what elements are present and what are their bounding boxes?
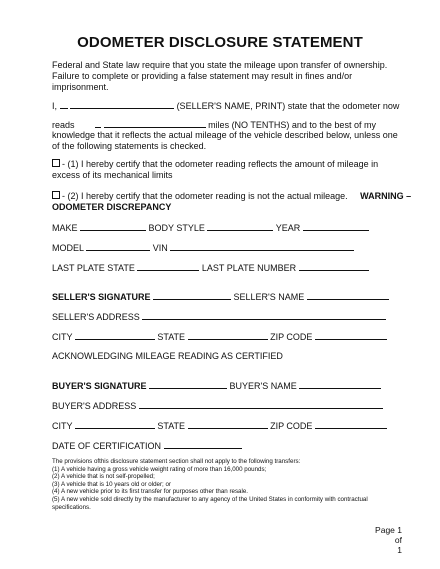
intro-line-1: Federal and State law require that you state the mileage upon transfer of ownership. [52,60,388,70]
seller-row-1: SELLER'S SIGNATURE SELLER'S NAME [52,291,389,303]
statement-line-3: knowledge that it reflects the actual mileage of the vehicle described below, unless one [52,130,398,140]
vehicle-row-1: MAKE BODY STYLE YEAR [52,222,369,234]
seller-state-field[interactable] [188,331,268,340]
seller-name-print-field[interactable] [70,100,174,109]
buyer-zip-field[interactable] [315,420,387,429]
provisions-line-7: specifications. [52,503,91,511]
option-1-line-2: excess of its mechanical limits [52,170,173,180]
vin-field[interactable] [170,242,354,251]
buyer-row-4: DATE OF CERTIFICATION [52,440,242,452]
option-2-line-1: - (2) I hereby certify that the odometer reading is not the actual mileage. WARNING – [52,191,411,202]
year-field[interactable] [303,222,369,231]
seller-zip-field[interactable] [315,331,387,340]
page-number: Page 1 of 1 [375,525,402,555]
statement-line-4: of the following statements is checked. [52,141,207,151]
make-field[interactable] [80,222,146,231]
provisions-line-2: (1) A vehicle having a gross vehicle weight rating of more than 16,000 pounds; [52,465,267,473]
last-plate-number-field[interactable] [299,262,369,271]
blank-line[interactable] [95,119,101,128]
seller-row-3: CITY STATE ZIP CODE [52,331,387,343]
seller-name-field[interactable] [307,291,389,300]
blank-line[interactable] [60,100,68,109]
intro-line-3: imprisonment. [52,82,109,92]
seller-ack-label: ACKNOWLEDGING MILEAGE READING AS CERTIFIED [52,351,283,361]
seller-signature-field[interactable] [153,291,231,300]
option-1-line-1: - (1) I hereby certify that the odometer reading reflects the amount of mileage in [52,159,378,170]
buyer-city-field[interactable] [75,420,155,429]
buyer-address-field[interactable] [139,400,383,409]
buyer-row-2: BUYER'S ADDRESS [52,400,383,412]
seller-city-field[interactable] [75,331,155,340]
vehicle-row-2: MODEL VIN [52,242,354,254]
odometer-miles-field[interactable] [104,119,206,128]
provisions-line-4: (3) A vehicle that is 10 years old or older; or [52,480,171,488]
option-2-checkbox[interactable] [52,191,60,199]
buyer-row-1: BUYER'S SIGNATURE BUYER'S NAME [52,380,381,392]
provisions-line-1: The provisions ofthis disclosure statement section shall not apply to the following transfers: [52,458,301,465]
vehicle-row-3: LAST PLATE STATE LAST PLATE NUMBER [52,262,369,274]
intro-line-2: Failure to complete or providing a false statement may result in fines and/or [52,71,353,81]
buyer-state-field[interactable] [188,420,268,429]
last-plate-state-field[interactable] [137,262,199,271]
buyer-name-field[interactable] [299,380,381,389]
buyer-signature-field[interactable] [149,380,227,389]
seller-row-2: SELLER'S ADDRESS [52,311,386,323]
provisions-line-3: (2) A vehicle that is not self-propelled; [52,473,155,481]
model-field[interactable] [86,242,150,251]
provisions-line-5: (4) A new vehicle prior to its first transfer for purposes other than resale. [52,488,249,496]
warning-label: WARNING – [360,191,412,201]
statement-line-2: reads miles (NO TENTHS) and to the best of my [52,120,376,130]
certification-date-field[interactable] [164,440,242,449]
body-style-field[interactable] [207,222,273,231]
seller-address-field[interactable] [142,311,386,320]
buyer-row-3: CITY STATE ZIP CODE [52,420,387,432]
document-title: ODOMETER DISCLOSURE STATEMENT [77,34,363,51]
odometer-discrepancy-label: ODOMETER DISCREPANCY [52,202,172,212]
option-1-checkbox[interactable] [52,159,60,167]
provisions-line-6: (5) A new vehicle sold directly by the manufacturer to any agency of the United States in conformity with contractual [52,496,368,503]
statement-line-1: I, (SELLER'S NAME, PRINT) state that the odometer now [52,101,400,111]
